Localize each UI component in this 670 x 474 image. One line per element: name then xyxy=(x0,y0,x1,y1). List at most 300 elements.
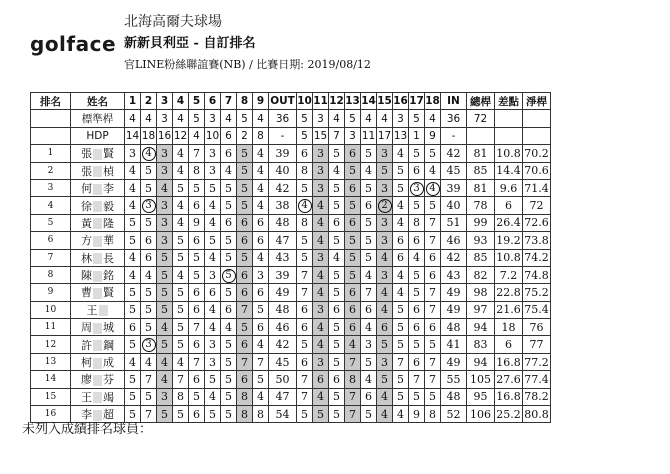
score-cell xyxy=(523,284,551,301)
score-cell xyxy=(173,319,189,336)
score-cell xyxy=(253,266,269,283)
score-value: 6 xyxy=(413,303,420,317)
score-cell xyxy=(467,179,495,196)
score-value: 5 xyxy=(365,233,372,247)
score-value: 5 xyxy=(209,372,216,386)
score-value: 5 xyxy=(177,233,184,247)
score-cell xyxy=(173,406,189,423)
score-value: 4 xyxy=(381,251,388,265)
score-cell xyxy=(297,371,313,388)
score-cell xyxy=(297,388,313,405)
score-cell xyxy=(329,249,345,266)
score-cell xyxy=(297,406,313,423)
score-value: 3 xyxy=(317,251,324,265)
score-value: 5 xyxy=(333,390,340,404)
score-value: 6 xyxy=(193,233,200,247)
score-value: 77.2 xyxy=(524,355,549,369)
score-cell xyxy=(523,162,551,179)
score-cell xyxy=(221,388,237,405)
score-cell xyxy=(467,301,495,318)
score-cell xyxy=(189,145,205,162)
score-cell xyxy=(441,232,467,249)
score-cell xyxy=(329,406,345,423)
score-cell xyxy=(297,266,313,283)
rank-cell: 8 xyxy=(31,266,71,283)
score-value: 78 xyxy=(473,199,488,213)
score-value: 5 xyxy=(225,233,232,247)
score-value: 6 xyxy=(429,251,436,265)
par-row-cell: 4 xyxy=(173,110,189,127)
score-value: 3 xyxy=(161,199,168,213)
redacted-mark xyxy=(93,340,102,351)
score-cell xyxy=(313,214,329,231)
score-cell xyxy=(269,266,297,283)
score-cell xyxy=(441,336,467,353)
score-value: 7 xyxy=(349,407,356,421)
score-cell xyxy=(189,197,205,214)
score-cell xyxy=(313,179,329,196)
score-value: 8 xyxy=(413,216,420,230)
score-cell xyxy=(173,214,189,231)
column-header: 13 xyxy=(345,93,361,110)
score-value: 48 xyxy=(275,216,290,230)
score-value: 3 xyxy=(209,268,216,282)
score-value: 4 xyxy=(381,303,388,317)
score-value: 7 xyxy=(145,372,152,386)
score-cell xyxy=(253,214,269,231)
score-cell xyxy=(467,266,495,283)
score-cell xyxy=(495,301,523,318)
score-cell xyxy=(237,406,253,423)
score-value: 6 xyxy=(193,285,200,299)
player-given-name: 銘 xyxy=(103,269,114,283)
rank-cell: 14 xyxy=(31,371,71,388)
score-value: 5 xyxy=(349,164,356,178)
score-value: 5 xyxy=(129,216,136,230)
score-value: 4 xyxy=(365,268,372,282)
score-value: 4 xyxy=(397,216,404,230)
score-value: 5 xyxy=(225,199,232,213)
par-row-cell: 3 xyxy=(157,110,173,127)
score-cell xyxy=(495,232,523,249)
score-value: 5 xyxy=(177,407,184,421)
score-value: 3 xyxy=(317,355,324,369)
score-value: 5 xyxy=(397,164,404,178)
redacted-mark xyxy=(93,184,102,195)
report-header xyxy=(0,0,670,88)
score-value: 6 xyxy=(429,320,436,334)
score-value: 5 xyxy=(145,303,152,317)
score-cell xyxy=(361,162,377,179)
score-cell xyxy=(393,179,409,196)
score-cell xyxy=(125,214,141,231)
score-cell xyxy=(425,371,441,388)
redacted-mark xyxy=(93,253,102,264)
rank-cell: 6 xyxy=(31,232,71,249)
score-cell xyxy=(467,371,495,388)
score-value: 6 xyxy=(413,164,420,178)
score-cell xyxy=(125,197,141,214)
event-title: 新新貝利亞 - 自訂排名 xyxy=(124,36,256,51)
score-value: 77 xyxy=(529,338,544,352)
score-cell xyxy=(523,353,551,370)
score-value: 5 xyxy=(429,390,436,404)
score-value: 6 xyxy=(241,285,248,299)
player-given-name: 長 xyxy=(103,251,114,265)
score-value: 5 xyxy=(429,146,436,160)
score-cell xyxy=(523,336,551,353)
score-value: 4 xyxy=(257,164,264,178)
player-row xyxy=(31,371,551,388)
score-value: 4 xyxy=(257,338,264,352)
player-name-cell xyxy=(71,249,125,266)
score-cell xyxy=(361,388,377,405)
score-value: 5 xyxy=(129,303,136,317)
score-cell xyxy=(495,162,523,179)
player-row xyxy=(31,353,551,370)
player-surname: 徐 xyxy=(81,199,92,213)
score-value: 6 xyxy=(333,372,340,386)
score-cell xyxy=(237,266,253,283)
score-value: 40 xyxy=(446,199,461,213)
score-value: 5 xyxy=(365,251,372,265)
score-cell xyxy=(495,319,523,336)
score-value: 4 xyxy=(365,372,372,386)
score-value: 55 xyxy=(446,372,461,386)
score-cell xyxy=(361,301,377,318)
score-value: 49 xyxy=(275,285,290,299)
score-cell xyxy=(253,145,269,162)
score-cell xyxy=(269,284,297,301)
score-cell xyxy=(345,284,361,301)
redacted-mark xyxy=(93,271,102,282)
score-value: 3 xyxy=(381,355,388,369)
score-cell xyxy=(269,388,297,405)
rank-cell: 15 xyxy=(31,388,71,405)
player-surname: 周 xyxy=(81,321,92,335)
column-header: 姓名 xyxy=(71,93,125,110)
score-value: 6 xyxy=(317,372,324,386)
score-value: 5 xyxy=(301,407,308,421)
score-cell xyxy=(269,319,297,336)
score-value: 4 xyxy=(317,199,324,213)
par-row-cell: 4 xyxy=(141,110,157,127)
score-cell xyxy=(393,145,409,162)
player-surname: 張 xyxy=(81,164,92,178)
column-header: 9 xyxy=(253,93,269,110)
score-value: 5 xyxy=(333,199,340,213)
score-cell xyxy=(523,266,551,283)
score-cell xyxy=(157,197,173,214)
hdp-row-cell: 17 xyxy=(377,127,393,144)
score-value: 5 xyxy=(381,164,388,178)
score-cell xyxy=(345,179,361,196)
score-cell xyxy=(173,284,189,301)
score-value: 46 xyxy=(446,233,461,247)
score-cell xyxy=(189,284,205,301)
column-header: 差點 xyxy=(495,93,523,110)
score-value: 42 xyxy=(446,146,461,160)
score-value: 6 xyxy=(129,320,136,334)
score-cell xyxy=(269,406,297,423)
score-cell xyxy=(523,371,551,388)
score-cell xyxy=(313,336,329,353)
score-cell xyxy=(313,197,329,214)
score-value: 5 xyxy=(145,285,152,299)
score-value: 3 xyxy=(381,216,388,230)
player-row xyxy=(31,266,551,283)
score-value: 82 xyxy=(473,268,488,282)
redacted-mark xyxy=(93,288,102,299)
score-cell xyxy=(441,301,467,318)
score-cell xyxy=(495,266,523,283)
score-value: 3 xyxy=(317,181,324,195)
score-value: 4 xyxy=(317,390,324,404)
score-cell xyxy=(425,284,441,301)
par-row-cell: 36 xyxy=(269,110,297,127)
score-cell xyxy=(425,232,441,249)
score-cell xyxy=(523,179,551,196)
par-row-cell: 4 xyxy=(361,110,377,127)
score-cell xyxy=(361,319,377,336)
score-value: 5 xyxy=(241,320,248,334)
player-row xyxy=(31,336,551,353)
score-cell xyxy=(173,388,189,405)
score-cell xyxy=(141,197,157,214)
score-value: 45 xyxy=(446,164,461,178)
score-value: 2 xyxy=(378,199,392,213)
score-cell xyxy=(297,162,313,179)
score-value: 10.8 xyxy=(496,251,521,265)
score-cell xyxy=(297,145,313,162)
score-value: 4 xyxy=(317,320,324,334)
score-cell xyxy=(269,145,297,162)
player-given-name: 竭 xyxy=(103,390,114,404)
score-value: 3 xyxy=(209,146,216,160)
score-cell xyxy=(441,249,467,266)
score-value: 3 xyxy=(209,355,216,369)
score-cell xyxy=(141,336,157,353)
column-header: OUT xyxy=(269,93,297,110)
score-cell xyxy=(313,301,329,318)
score-value: 8 xyxy=(241,407,248,421)
score-cell xyxy=(409,162,425,179)
score-value: 3 xyxy=(161,146,168,160)
score-cell xyxy=(221,319,237,336)
player-surname: 許 xyxy=(81,338,92,352)
score-value: 5 xyxy=(397,181,404,195)
score-cell xyxy=(221,179,237,196)
score-cell xyxy=(125,232,141,249)
score-cell xyxy=(125,162,141,179)
score-cell xyxy=(189,301,205,318)
score-value: 5 xyxy=(177,251,184,265)
score-cell xyxy=(425,353,441,370)
score-cell xyxy=(467,197,495,214)
score-value: 4 xyxy=(397,285,404,299)
redacted-mark xyxy=(99,305,108,316)
score-value: 5 xyxy=(129,338,136,352)
score-value: 4 xyxy=(381,285,388,299)
hdp-row-cell: 15 xyxy=(313,127,329,144)
score-cell xyxy=(495,336,523,353)
redacted-mark xyxy=(93,323,102,334)
score-value: 98 xyxy=(473,285,488,299)
column-header: 14 xyxy=(361,93,377,110)
score-value: 4 xyxy=(161,372,168,386)
score-cell xyxy=(205,266,221,283)
score-value: 6 xyxy=(193,303,200,317)
score-cell xyxy=(173,266,189,283)
score-cell xyxy=(345,232,361,249)
score-cell xyxy=(253,319,269,336)
score-value: 5 xyxy=(209,233,216,247)
column-header: 7 xyxy=(221,93,237,110)
player-name-cell xyxy=(71,214,125,231)
score-value: 5 xyxy=(349,268,356,282)
score-value: 6 xyxy=(241,338,248,352)
score-value: 3 xyxy=(317,303,324,317)
score-value: 85 xyxy=(473,251,488,265)
score-value: 42 xyxy=(275,181,290,195)
score-cell xyxy=(377,406,393,423)
column-header: IN xyxy=(441,93,467,110)
player-given-name: 賢 xyxy=(103,147,114,161)
redacted-mark xyxy=(93,236,102,247)
hdp-row-cell: 16 xyxy=(157,127,173,144)
score-value: 5 xyxy=(413,338,420,352)
score-cell xyxy=(393,162,409,179)
score-value: 4 xyxy=(397,199,404,213)
score-value: 16.8 xyxy=(496,355,521,369)
score-value: 7 xyxy=(301,285,308,299)
score-value: 6 xyxy=(429,268,436,282)
score-value: 4 xyxy=(129,268,136,282)
score-value: 6 xyxy=(241,268,248,282)
score-cell xyxy=(467,319,495,336)
score-cell xyxy=(253,353,269,370)
score-value: 6 xyxy=(365,390,372,404)
score-value: 16.8 xyxy=(496,390,521,404)
score-value: 70.6 xyxy=(524,164,549,178)
column-header: 淨桿 xyxy=(523,93,551,110)
score-cell xyxy=(523,145,551,162)
score-cell xyxy=(425,319,441,336)
par-row-cell: 4 xyxy=(253,110,269,127)
score-cell xyxy=(495,249,523,266)
score-cell xyxy=(377,249,393,266)
score-cell xyxy=(141,179,157,196)
score-value: 5 xyxy=(161,268,168,282)
score-cell xyxy=(141,284,157,301)
score-value: 76 xyxy=(529,320,544,334)
score-value: 4 xyxy=(177,355,184,369)
redacted-mark xyxy=(93,375,102,386)
score-cell xyxy=(297,232,313,249)
score-value: 7 xyxy=(349,355,356,369)
player-name-cell xyxy=(71,371,125,388)
score-cell xyxy=(409,319,425,336)
score-value: 8 xyxy=(177,390,184,404)
score-cell xyxy=(523,232,551,249)
player-name-cell xyxy=(71,388,125,405)
score-value: 4 xyxy=(365,164,372,178)
score-cell xyxy=(329,353,345,370)
score-value: 5 xyxy=(145,320,152,334)
score-cell xyxy=(409,301,425,318)
score-cell xyxy=(329,266,345,283)
score-cell xyxy=(329,214,345,231)
score-value: 4 xyxy=(225,164,232,178)
score-value: 4 xyxy=(257,146,264,160)
score-value: 72 xyxy=(529,199,544,213)
column-header: 1 xyxy=(125,93,141,110)
hdp-row-cell: 1 xyxy=(409,127,425,144)
score-value: 6 xyxy=(349,320,356,334)
score-value: 80.8 xyxy=(524,407,549,421)
score-value: 5 xyxy=(301,251,308,265)
score-cell xyxy=(393,284,409,301)
score-cell xyxy=(409,371,425,388)
score-value: 72.6 xyxy=(524,216,549,230)
score-value: 5 xyxy=(413,285,420,299)
hdp-row-cell: 12 xyxy=(173,127,189,144)
score-value: 4 xyxy=(333,164,340,178)
score-cell xyxy=(313,232,329,249)
score-cell xyxy=(361,232,377,249)
score-value: 49 xyxy=(446,303,461,317)
score-value: 4 xyxy=(349,338,356,352)
player-surname: 何 xyxy=(81,182,92,196)
score-cell xyxy=(329,162,345,179)
score-cell xyxy=(425,145,441,162)
score-value: 3 xyxy=(209,338,216,352)
score-value: 5 xyxy=(257,303,264,317)
score-cell xyxy=(125,336,141,353)
column-header: 8 xyxy=(237,93,253,110)
score-value: 4 xyxy=(145,268,152,282)
player-given-name: 隆 xyxy=(103,216,114,230)
score-value: 5 xyxy=(225,251,232,265)
score-cell xyxy=(495,145,523,162)
column-header: 排名 xyxy=(31,93,71,110)
score-cell xyxy=(425,301,441,318)
score-cell xyxy=(393,266,409,283)
score-cell xyxy=(345,266,361,283)
column-header: 6 xyxy=(205,93,221,110)
score-cell xyxy=(441,388,467,405)
score-cell xyxy=(253,388,269,405)
score-cell xyxy=(361,249,377,266)
score-cell xyxy=(221,232,237,249)
score-cell xyxy=(495,214,523,231)
score-cell xyxy=(253,162,269,179)
score-value: 6 xyxy=(349,216,356,230)
player-surname: 曹 xyxy=(81,286,92,300)
score-cell xyxy=(523,197,551,214)
score-cell xyxy=(297,336,313,353)
score-value: 3 xyxy=(410,182,424,196)
score-value: 5 xyxy=(177,181,184,195)
score-value: 39 xyxy=(275,146,290,160)
score-value: 5 xyxy=(333,146,340,160)
score-value: 5 xyxy=(225,181,232,195)
score-cell xyxy=(523,388,551,405)
score-value: 4 xyxy=(145,355,152,369)
rank-cell: 1 xyxy=(31,145,71,162)
score-cell xyxy=(377,145,393,162)
score-cell xyxy=(313,162,329,179)
